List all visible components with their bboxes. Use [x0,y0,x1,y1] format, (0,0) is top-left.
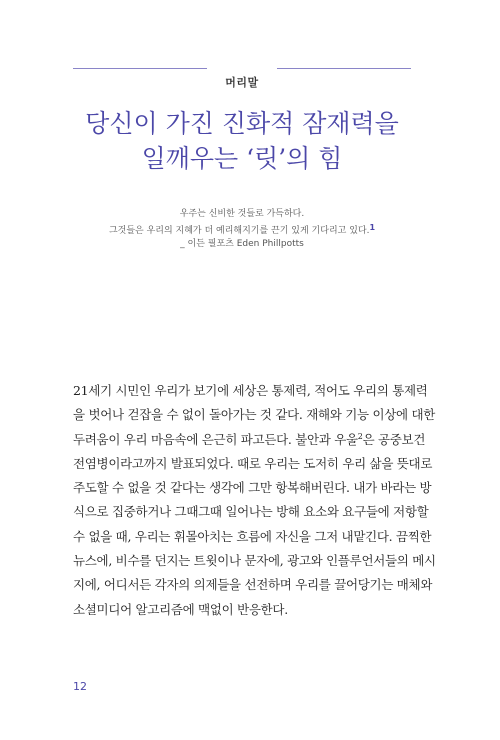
epigraph-attribution: _ 이든 필포츠 Eden Phillpotts [180,239,304,249]
section-label: 머리말 [225,76,259,89]
body-line-5: 주도할 수 없을 것 같다는 생각에 그만 항복해버린다. 내가 바라는 방 [73,480,432,496]
body-line-4: 전염병이라고까지 발표되었다. 때로 우리는 도저히 우리 삶을 뜻대로 [73,455,433,471]
body-line-3-wrap [73,428,426,452]
header-rule-left [73,68,207,69]
chapter-title-line-1: 당신이 가진 진화적 잠재력을 [85,109,399,138]
page-number: 12 [73,680,87,693]
body-line-6: 식으로 집중하거나 그때그때 일어나는 방해 요소와 요구들에 저항할 [73,504,429,520]
body-line-3: 두려움이 우리 마음속에 은근히 파고든다. 불안과 우울 [73,431,358,447]
epigraph-line-1: 우주는 신비한 것들로 가득하다. [179,209,305,219]
body-line-2: 을 벗어나 걷잡을 수 없이 돌아가는 것 같다. 재해와 기능 이상에 대한 [73,407,436,423]
epigraph-line-2: 그것들은 우리의 지혜가 더 예리해지기를 끈기 있게 기다리고 있다. [108,226,370,236]
body-line-8: 뉴스에, 비수를 던지는 트윗이나 문자에, 광고와 인플루언서들의 메시 [73,553,436,569]
body-line-9: 지에, 어디서든 각자의 의제들을 선전하며 우리를 끌어당기는 매체와 [73,577,433,593]
body-line-1: 21세기 시민인 우리가 보기에 세상은 통제력, 적어도 우리의 통제력 [73,383,428,398]
body-paragraph [73,379,436,622]
chapter-title [0,106,484,176]
body-line-10: 소셜미디어 알고리즘에 맥없이 반응한다. [73,601,288,617]
epigraph-footnote-mark[interactable]: 1 [369,223,376,232]
epigraph [0,207,484,238]
chapter-title-line-2: 일깨우는 ‘릿’의 힘 [141,144,343,173]
body-line-3-tail: 은 공중보건 [362,431,426,447]
header-rule-right [277,68,411,69]
body-line-7: 수 없을 때, 우리는 휘몰아치는 흐름에 자신을 그저 내맡긴다. 끔찍한 [73,528,432,544]
body-footnote-mark[interactable]: 2 [357,431,363,441]
